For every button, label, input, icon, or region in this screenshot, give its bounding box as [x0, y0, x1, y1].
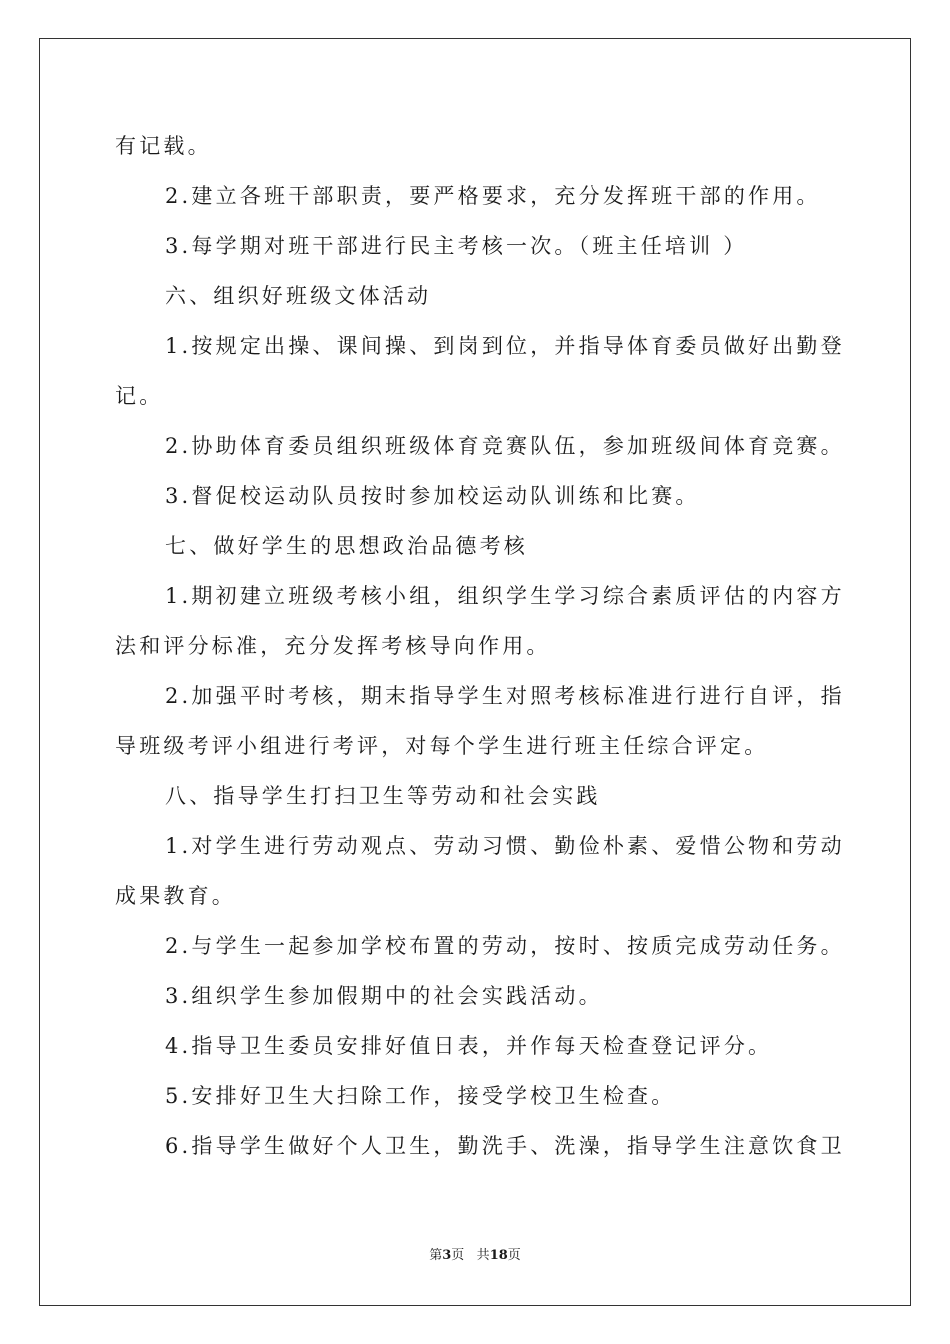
page-suffix: 页	[451, 1248, 465, 1263]
text-line: 记。	[115, 384, 164, 408]
total-pages: 18	[489, 1248, 508, 1263]
text-line: 1.期初建立班级考核小组，组织学生学习综合素质评估的内容方	[165, 584, 845, 608]
text-line: 2.建立各班干部职责，要严格要求，充分发挥班干部的作用。	[165, 184, 821, 208]
text-line: 2.与学生一起参加学校布置的劳动，按时、按质完成劳动任务。	[165, 934, 845, 958]
total-suffix: 页	[507, 1248, 521, 1263]
text-line: 5.安排好卫生大扫除工作，接受学校卫生检查。	[165, 1084, 676, 1108]
text-line: 2.加强平时考核，期末指导学生对照考核标准进行进行自评，指	[165, 684, 845, 708]
text-line: 1.按规定出操、课间操、到岗到位，并指导体育委员做好出勤登	[165, 334, 845, 358]
page-footer	[0, 1246, 950, 1266]
text-line: 3.督促校运动队员按时参加校运动队训练和比赛。	[165, 484, 700, 508]
text-line: 2.协助体育委员组织班级体育竞赛队伍，参加班级间体育竞赛。	[165, 434, 845, 458]
text-line: 3.每学期对班干部进行民主考核一次。（班主任培训 ）	[165, 234, 748, 258]
page-prefix: 第	[429, 1248, 443, 1263]
section-heading: 八、指导学生打扫卫生等劳动和社会实践	[165, 784, 601, 808]
text-line: 3.组织学生参加假期中的社会实践活动。	[165, 984, 603, 1008]
text-line: 4.指导卫生委员安排好值日表，并作每天检查登记评分。	[165, 1034, 773, 1058]
text-line: 成果教育。	[115, 884, 236, 908]
total-prefix: 共	[476, 1248, 490, 1263]
section-heading: 七、做好学生的思想政治品德考核	[165, 534, 528, 558]
text-line: 导班级考评小组进行考评，对每个学生进行班主任综合评定。	[115, 734, 769, 758]
text-line: 法和评分标准，充分发挥考核导向作用。	[115, 634, 551, 658]
page-number: 3	[442, 1248, 452, 1263]
text-line: 1.对学生进行劳动观点、劳动习惯、勤俭朴素、爱惜公物和劳动	[165, 834, 845, 858]
section-heading: 六、组织好班级文体活动	[165, 284, 432, 308]
text-line: 6.指导学生做好个人卫生，勤洗手、洗澡，指导学生注意饮食卫	[165, 1134, 845, 1158]
text-line: 有记载。	[115, 134, 212, 158]
